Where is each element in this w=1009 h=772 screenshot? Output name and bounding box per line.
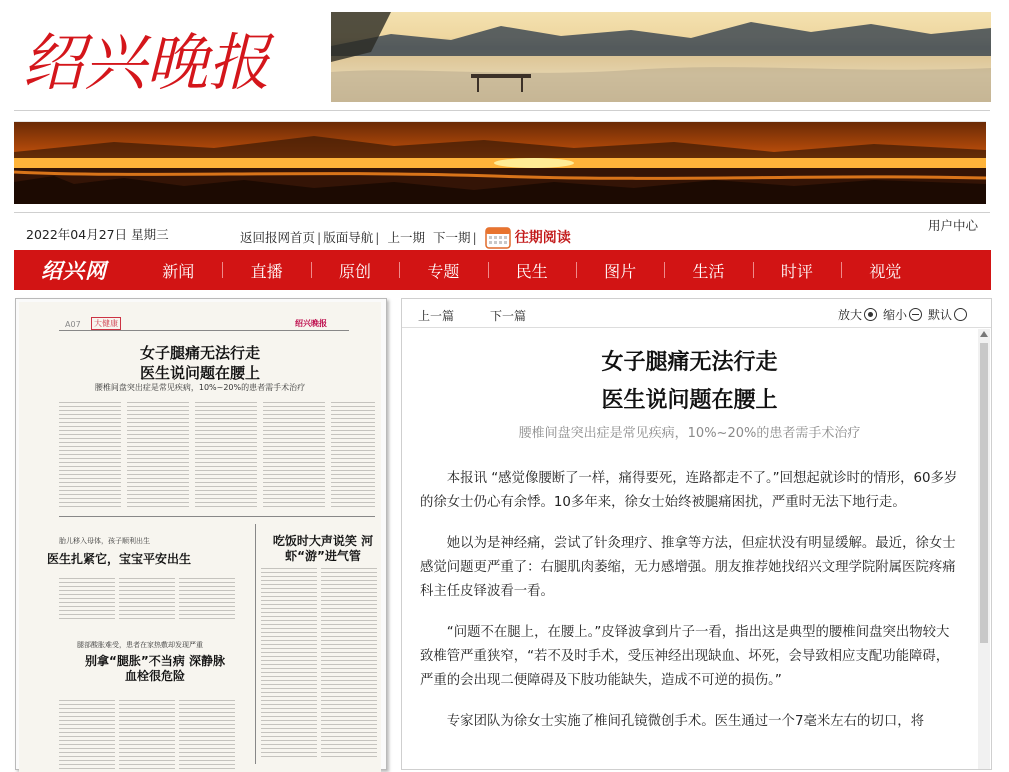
text-column bbox=[59, 402, 121, 510]
nav-item-life[interactable]: 生活 bbox=[664, 259, 752, 282]
nav-item-topics[interactable]: 专题 bbox=[399, 259, 487, 282]
issue-date: 2022年04月27日 星期三 bbox=[26, 227, 169, 242]
text-column bbox=[195, 402, 257, 510]
masthead-logo bbox=[18, 18, 318, 102]
header-divider bbox=[14, 110, 990, 111]
page-number: A07 bbox=[65, 320, 81, 329]
quick-links bbox=[240, 225, 571, 249]
zoom-in-button[interactable] bbox=[838, 306, 877, 323]
nav-item-commentary[interactable]: 时评 bbox=[753, 259, 841, 282]
article-panel bbox=[401, 298, 992, 770]
masthead-logo-text: 绍兴晚报 bbox=[22, 26, 271, 99]
main-nav bbox=[14, 250, 991, 290]
minus-icon bbox=[909, 308, 922, 321]
section-rule bbox=[59, 516, 375, 517]
text-column bbox=[179, 700, 235, 770]
zoom-in-label: 放大 bbox=[838, 308, 863, 322]
separator: | bbox=[375, 229, 380, 245]
utility-divider bbox=[14, 212, 990, 213]
font-size-controls bbox=[838, 306, 971, 323]
radio-icon bbox=[954, 308, 967, 321]
story2-headline[interactable]: 医生扎紧它，宝宝平安出生 bbox=[47, 552, 192, 566]
scroll-thumb[interactable] bbox=[980, 343, 988, 643]
banner-lake-photo bbox=[331, 12, 991, 102]
column-rule bbox=[255, 524, 256, 764]
nav-item-original[interactable]: 原创 bbox=[311, 259, 399, 282]
article-paragraph: “问题不在腿上，在腰上。”皮铎波拿到片子一看，指出这是典型的腰椎间盘突出物较大致椎管严重狭窄，“若不及时手术，受压神经出现缺血、坏死，会导致相应支配功能障碍，严重的会出现二便障碍及下肢功能缺失，造成不可逆的损伤。” bbox=[420, 625, 950, 688]
article-title-line2: 医生说问题在腰上 bbox=[601, 388, 778, 413]
site-logo-text: 绍兴网 bbox=[41, 259, 107, 283]
article-paragraph: 专家团队为徐女士实施了椎间孔镜微创手术。医生通过一个7毫米左右的切口，将 bbox=[446, 714, 924, 729]
page-thumbnail[interactable] bbox=[19, 302, 381, 772]
nav-items bbox=[134, 259, 991, 282]
story3-headline[interactable]: 吃饭时大声说笑 河虾“游”进气管 bbox=[272, 534, 374, 563]
text-column bbox=[261, 568, 317, 758]
text-column bbox=[263, 402, 325, 510]
prev-article-link[interactable]: 上一篇 bbox=[418, 309, 455, 323]
layout-nav-link[interactable]: 版面导航 bbox=[323, 230, 374, 245]
nav-item-live[interactable]: 直播 bbox=[222, 259, 310, 282]
page-brand: 绍兴晚报 bbox=[295, 319, 327, 328]
story4-headline[interactable]: 别拿“腿胀”不当病 深静脉血栓很危险 bbox=[85, 654, 225, 683]
archive-button[interactable] bbox=[485, 225, 571, 249]
default-size-label: 默认 bbox=[928, 308, 953, 322]
article-subtitle: 腰椎间盘突出症是常见疾病，10%~20%的患者需手术治疗 bbox=[518, 426, 861, 441]
article-paragraph: 本报讯 “感觉像腰断了一样，痛得要死，连路都走不了。”回想起就诊时的情形，60多岁的徐女士仍心有余悸。10多年来，徐女士始终被腿痛困扰，严重时无法下地行走。 bbox=[420, 471, 958, 510]
zoom-out-label: 缩小 bbox=[883, 308, 908, 322]
article-scrollbar[interactable] bbox=[978, 329, 990, 769]
page-section: 大健康 bbox=[91, 317, 121, 330]
zoom-out-button[interactable] bbox=[883, 306, 922, 323]
archive-label: 往期阅读 bbox=[514, 230, 571, 246]
article-toolbar bbox=[402, 299, 991, 328]
article-paragraph: 她以为是神经痛，尝试了针灸理疗、推拿等方法，但症状没有明显缓解。最近，徐女士感觉问题更严重了：右腿肌肉萎缩，无力感增强。朋友推荐她找绍兴文理学院附属医院疼痛科主任皮铎波看一看。 bbox=[420, 536, 956, 599]
story4-kicker: 腿部酸胀难受，患者在家热敷却发现严重 bbox=[77, 641, 203, 649]
article-title-line1: 女子腿痛无法行走 bbox=[601, 350, 778, 375]
default-size-button[interactable] bbox=[928, 306, 967, 323]
scroll-up-arrow-icon[interactable] bbox=[980, 331, 988, 337]
calendar-icon bbox=[485, 225, 511, 249]
page-headline-subtitle: 腰椎间盘突出症是常见疾病，10%~20%的患者需手术治疗 bbox=[94, 383, 306, 392]
nav-item-livelihood[interactable]: 民生 bbox=[488, 259, 576, 282]
nav-item-vision[interactable]: 视觉 bbox=[841, 259, 929, 282]
text-column bbox=[127, 402, 189, 510]
next-article-link[interactable]: 下一篇 bbox=[490, 309, 527, 323]
text-column bbox=[321, 568, 377, 758]
user-center-link[interactable]: 用户中心 bbox=[928, 218, 979, 233]
text-column bbox=[331, 402, 375, 510]
separator: | bbox=[317, 229, 322, 245]
site-logo[interactable] bbox=[14, 250, 134, 290]
page-headline-line2[interactable]: 医生说问题在腰上 bbox=[139, 364, 260, 382]
text-column bbox=[59, 700, 115, 770]
plus-icon bbox=[864, 308, 877, 321]
nav-item-news[interactable]: 新闻 bbox=[162, 261, 195, 281]
separator: | bbox=[472, 229, 477, 245]
text-column bbox=[59, 578, 115, 620]
banner-sunset-photo bbox=[14, 121, 986, 204]
prev-issue-link[interactable]: 上一期 bbox=[387, 230, 425, 245]
home-link[interactable]: 返回报网首页 bbox=[240, 230, 316, 245]
article-body bbox=[420, 467, 960, 751]
text-column bbox=[119, 578, 175, 620]
story2-kicker: 胎儿移入母体，孩子顺利出生 bbox=[59, 537, 150, 545]
next-issue-link[interactable]: 下一期 bbox=[432, 230, 471, 245]
page-header-rule bbox=[59, 330, 349, 331]
text-column bbox=[119, 700, 175, 770]
text-column bbox=[179, 578, 235, 620]
page-headline-line1[interactable]: 女子腿痛无法行走 bbox=[139, 344, 260, 362]
nav-item-photos[interactable]: 图片 bbox=[576, 259, 664, 282]
